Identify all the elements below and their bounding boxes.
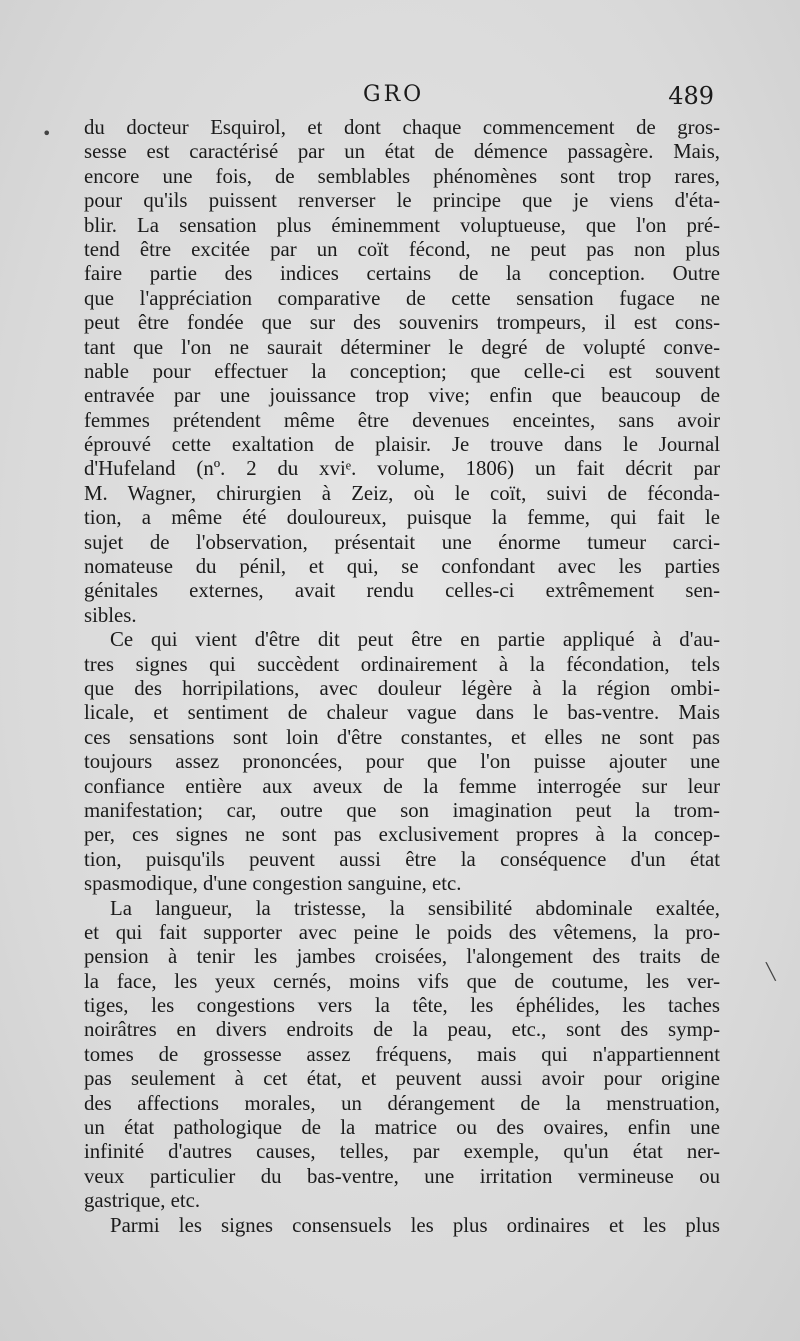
text-line: tend être excitée par un coït fécond, ne peut pas non plus: [84, 237, 720, 261]
paragraph-start: Ce qui vient d'être dit peut être en partie appliqué à d'au-: [110, 628, 720, 652]
paragraph-start: Parmi les signes consensuels les plus ordinaires et les plus: [110, 1213, 720, 1237]
text-line: spasmodique, d'une congestion sanguine, etc.: [84, 872, 462, 896]
text-line: pension à tenir les jambes croisées, l'alongement des traits de: [84, 945, 720, 969]
text-line: des affections morales, un dérangement de la menstruation,: [84, 1091, 720, 1115]
text-line: tion, puisqu'ils peuvent aussi être la conséquence d'un état: [84, 847, 720, 871]
text-line: la face, les yeux cernés, moins vifs que de coutume, les ver-: [84, 969, 720, 993]
text-line: pour qu'ils puissent renverser le principe que je viens d'éta-: [84, 189, 720, 213]
page-header: [80, 82, 720, 112]
text-line: M. Wagner, chirurgien à Zeiz, où le coït, suivi de féconda-: [84, 481, 720, 505]
text-line: tomes de grossesse assez fréquens, mais qui n'appartiennent: [84, 1042, 720, 1066]
text-line: éprouvé cette exaltation de plaisir. Je trouve dans le Journal: [84, 433, 720, 457]
text-line: nable pour effectuer la conception; que celle-ci est souvent: [84, 359, 720, 383]
text-line: génitales externes, avait rendu celles-ci extrêmement sen-: [84, 579, 720, 603]
margin-dot: •: [42, 124, 52, 143]
text-line: noirâtres en divers endroits de la peau, etc., sont des symp-: [84, 1018, 720, 1042]
text-line: sibles.: [84, 603, 137, 627]
text-line: tant que l'on ne saurait déterminer le degré de volupté conve-: [84, 335, 720, 359]
text-line: per, ces signes ne sont pas exclusivement propres à la concep-: [84, 823, 720, 847]
text-line: tion, a même été douloureux, puisque la femme, qui fait le: [84, 506, 720, 530]
text-line: que l'appréciation comparative de cette sensation fugace ne: [84, 286, 720, 310]
text-line: veux particulier du bas-ventre, une irritation vermineuse ou: [84, 1164, 720, 1188]
text-line: un état pathologique de la matrice ou des ovaires, enfin une: [84, 1116, 720, 1140]
text-line: et qui fait supporter avec peine le poids des vêtemens, la pro-: [84, 920, 720, 944]
text-line: tres signes qui succèdent ordinairement à la fécondation, tels: [84, 652, 720, 676]
text-line: ces sensations sont loin d'être constantes, et elles ne sont pas: [84, 725, 720, 749]
text-line: blir. La sensation plus éminemment voluptueuse, que l'on pré-: [84, 213, 720, 237]
text-line: tiges, les congestions vers la tête, les éphélides, les taches: [84, 994, 720, 1018]
text-line: pas seulement à cet état, et peuvent aussi avoir pour origine: [84, 1067, 720, 1091]
text-line: sesse est caractérisé par un état de démence passagère. Mais,: [84, 140, 720, 164]
text-line: faire partie des indices certains de la conception. Outre: [84, 262, 720, 286]
margin-tick: ╲: [766, 962, 776, 981]
text-line: confiance entière aux aveux de la femme interrogée sur leur: [84, 774, 720, 798]
text-line: licale, et sentiment de chaleur vague dans le bas-ventre. Mais: [84, 701, 720, 725]
text-line: entravée par une jouissance trop vive; enfin que beaucoup de: [84, 384, 720, 408]
text-line: du docteur Esquirol, et dont chaque commencement de gros-: [84, 116, 720, 139]
text-line: peut être fondée que sur des souvenirs trompeurs, il est cons-: [84, 311, 720, 335]
text-line: gastrique, etc.: [84, 1189, 201, 1213]
paragraph-start: La langueur, la tristesse, la sensibilité abdominale exaltée,: [110, 896, 720, 920]
running-head: GRO: [363, 82, 425, 107]
text-line: encore une fois, de semblables phénomènes sont trop rares,: [84, 164, 720, 188]
body-text: [84, 116, 720, 1238]
text-line: manifestation; car, outre que son imagination peut la trom-: [84, 798, 720, 822]
page-number: 489: [668, 82, 714, 110]
text-line: femmes prétendent même être devenues enceintes, sans avoir: [84, 408, 720, 432]
text-line: toujours assez prononcées, pour que l'on puisse ajouter une: [84, 750, 720, 774]
text-line: d'Hufeland (nº. 2 du xviᵉ. volume, 1806) un fait décrit par: [84, 457, 720, 481]
text-line: que des horripilations, avec douleur légère à la région ombi-: [84, 676, 720, 700]
text-line: nomateuse du pénil, et qui, se confondant avec les parties: [84, 555, 720, 579]
text-line: infinité d'autres causes, telles, par exemple, qu'un état ner-: [84, 1140, 720, 1164]
text-line: sujet de l'observation, présentait une énorme tumeur carci-: [84, 530, 720, 554]
